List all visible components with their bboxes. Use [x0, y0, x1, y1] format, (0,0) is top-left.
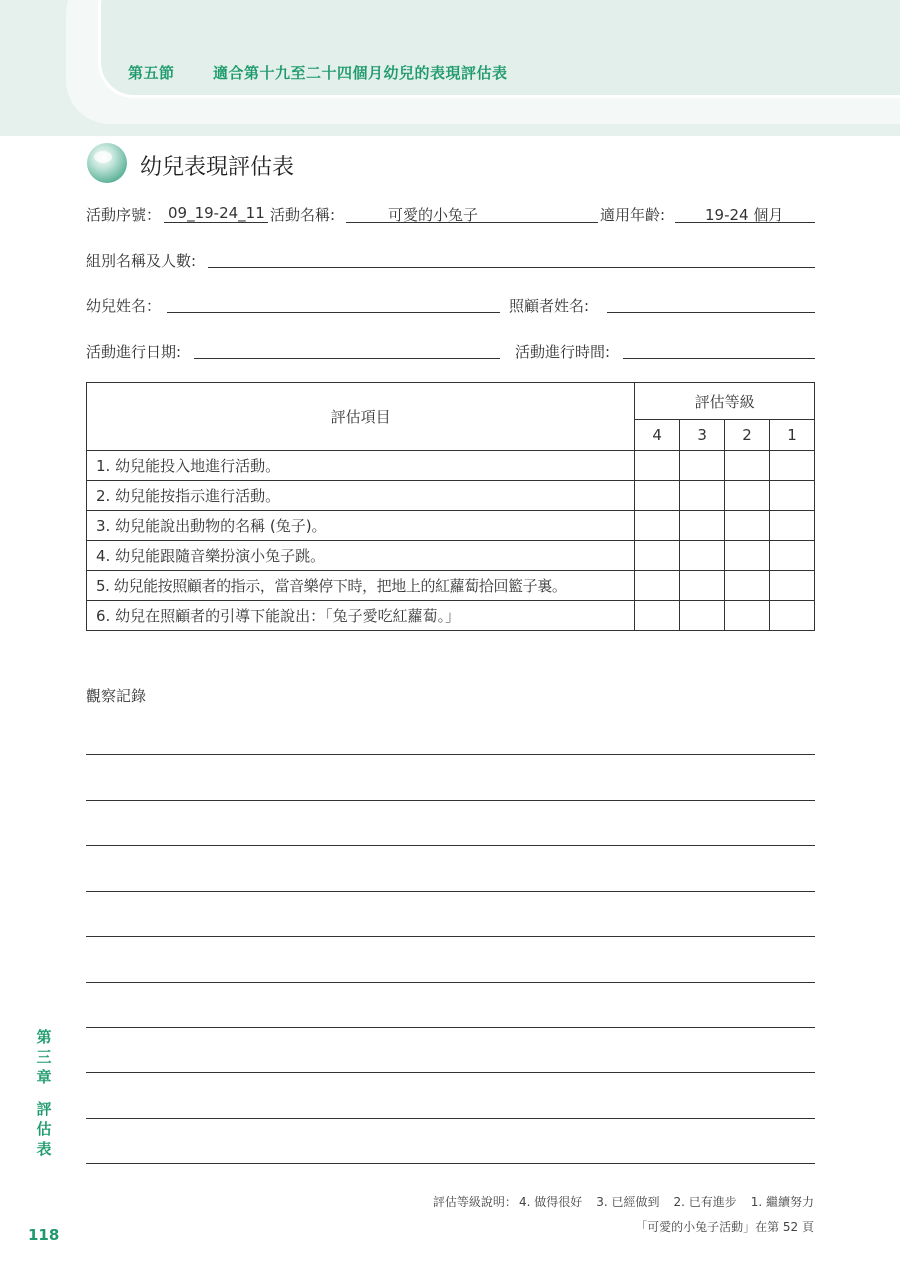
level-2-header: 2 [725, 420, 770, 451]
item-header: 評估項目 [87, 383, 635, 451]
carer-name-label: 照顧者姓名: [509, 297, 590, 315]
age-label: 適用年齡: [600, 206, 666, 224]
evaluation-table [86, 382, 815, 631]
rating-cell[interactable] [770, 481, 815, 511]
level-1-header: 1 [770, 420, 815, 451]
legend-label: 評估等級說明： [432, 1195, 517, 1209]
rating-cell[interactable] [635, 571, 680, 601]
item-text: 1. 幼兒能投入地進行活動。 [87, 451, 635, 481]
rating-cell[interactable] [725, 511, 770, 541]
level-4-header: 4 [635, 420, 680, 451]
side-tab-char: 評 [36, 1100, 52, 1118]
child-name-field[interactable] [167, 312, 500, 313]
observation-label: 觀察記錄 [86, 687, 147, 705]
level-3-header: 3 [680, 420, 725, 451]
legend-item: 1. 繼續努力 [750, 1195, 814, 1209]
rating-cell[interactable] [770, 451, 815, 481]
side-tab-char: 三 [36, 1048, 52, 1066]
rating-cell[interactable] [725, 541, 770, 571]
observation-line[interactable] [86, 1118, 815, 1119]
side-tab-char: 第 [36, 1028, 52, 1046]
rating-cell[interactable] [770, 571, 815, 601]
observation-line[interactable] [86, 754, 815, 755]
observation-line[interactable] [86, 1027, 815, 1028]
rating-cell[interactable] [725, 451, 770, 481]
side-tab-char: 表 [36, 1140, 52, 1158]
activity-no-value[interactable]: 09_19-24_11 [168, 204, 265, 222]
observation-line[interactable] [86, 800, 815, 801]
rating-cell[interactable] [770, 541, 815, 571]
rating-cell[interactable] [680, 481, 725, 511]
table-row [87, 571, 815, 601]
sphere-bullet-icon [86, 142, 128, 184]
time-field[interactable] [623, 358, 815, 359]
date-label: 活動進行日期: [86, 343, 182, 361]
observation-line[interactable] [86, 891, 815, 892]
rating-cell[interactable] [725, 601, 770, 631]
rating-cell[interactable] [725, 571, 770, 601]
chapter-side-tab [34, 1027, 54, 1159]
legend-item: 2. 已有進步 [673, 1195, 737, 1209]
group-field[interactable] [208, 267, 815, 268]
rating-cell[interactable] [635, 541, 680, 571]
rating-cell[interactable] [635, 511, 680, 541]
date-field[interactable] [194, 358, 500, 359]
rating-cell[interactable] [680, 601, 725, 631]
rating-cell[interactable] [680, 571, 725, 601]
level-header: 評估等級 [635, 383, 815, 420]
table-row [87, 541, 815, 571]
rating-cell[interactable] [680, 541, 725, 571]
rating-cell[interactable] [635, 481, 680, 511]
legend-item: 3. 已經做到 [596, 1195, 660, 1209]
table-row [87, 601, 815, 631]
observation-line[interactable] [86, 936, 815, 937]
rating-legend [433, 1193, 814, 1210]
activity-no-label: 活動序號： [86, 206, 162, 224]
table-row [87, 511, 815, 541]
side-tab-char: 章 [36, 1068, 52, 1086]
table-row [87, 481, 815, 511]
section-label: 第五節 [128, 64, 175, 82]
age-value[interactable]: 19-24 個月 [705, 206, 784, 224]
item-text: 6. 幼兒在照顧者的引導下能說出：「兔子愛吃紅蘿蔔。」 [87, 601, 635, 631]
activity-no-line [164, 222, 268, 223]
item-text: 3. 幼兒能說出動物的名稱 (兔子)。 [87, 511, 635, 541]
rating-cell[interactable] [770, 511, 815, 541]
item-text: 2. 幼兒能按指示進行活動。 [87, 481, 635, 511]
form-title: 幼兒表現評估表 [140, 155, 295, 180]
time-label: 活動進行時間: [515, 343, 611, 361]
rating-cell[interactable] [680, 511, 725, 541]
carer-name-field[interactable] [607, 312, 815, 313]
item-text: 5. 幼兒能按照顧者的指示，當音樂停下時，把地上的紅蘿蔔拾回籃子裏。 [87, 571, 635, 601]
observation-line[interactable] [86, 982, 815, 983]
activity-name-value[interactable]: 可愛的小兔子 [388, 206, 479, 224]
rating-cell[interactable] [635, 601, 680, 631]
activity-page-reference: 「可愛的小兔子活動」在第 52 頁 [635, 1220, 814, 1234]
side-tab-char: 估 [36, 1120, 52, 1138]
header-inner [98, 0, 900, 98]
item-text: 4. 幼兒能跟隨音樂扮演小兔子跳。 [87, 541, 635, 571]
observation-line[interactable] [86, 1072, 815, 1073]
page-number: 118 [28, 1226, 60, 1244]
rating-cell[interactable] [770, 601, 815, 631]
observation-line[interactable] [86, 845, 815, 846]
activity-name-label: 活動名稱: [270, 206, 336, 224]
section-title: 適合第十九至二十四個月幼兒的表現評估表 [213, 64, 508, 82]
table-row [87, 451, 815, 481]
rating-cell[interactable] [635, 451, 680, 481]
rating-cell[interactable] [725, 481, 770, 511]
observation-line[interactable] [86, 1163, 815, 1164]
group-label: 組別名稱及人數: [86, 252, 197, 270]
legend-item: 4. 做得很好 [518, 1195, 583, 1209]
rating-cell[interactable] [680, 451, 725, 481]
child-name-label: 幼兒姓名： [86, 297, 162, 315]
